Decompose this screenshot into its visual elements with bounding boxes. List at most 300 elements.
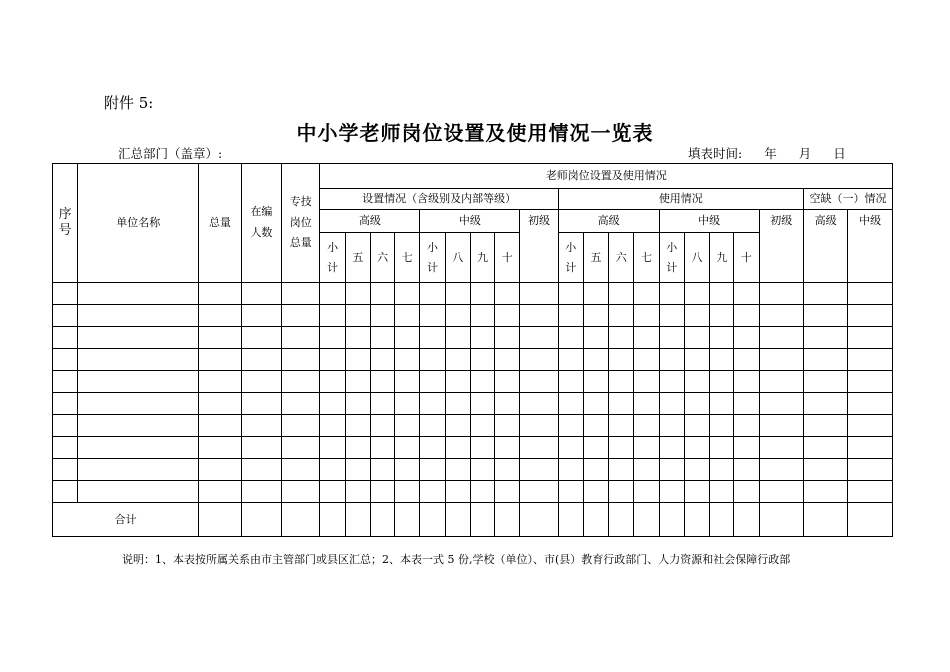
fill-time	[688, 144, 864, 162]
table-cell	[241, 349, 281, 371]
table-cell	[199, 437, 241, 459]
table-cell	[803, 327, 847, 349]
table-cell	[420, 327, 445, 349]
table-cell	[420, 459, 445, 481]
table-cell	[320, 459, 345, 481]
month-label: 月	[798, 146, 812, 161]
table-cell	[320, 349, 345, 371]
table-cell	[345, 349, 370, 371]
table-cell	[583, 283, 608, 305]
table-cell	[199, 415, 241, 437]
table-cell	[609, 481, 634, 503]
table-cell	[345, 305, 370, 327]
table-cell	[634, 349, 659, 371]
table-cell	[848, 371, 893, 393]
table-cell	[495, 437, 520, 459]
position-table	[52, 163, 893, 537]
table-cell	[659, 327, 684, 349]
table-cell	[282, 283, 320, 305]
table-cell	[609, 283, 634, 305]
table-cell	[558, 437, 583, 459]
table-cell	[759, 393, 803, 415]
table-cell	[320, 327, 345, 349]
table-cell	[470, 371, 494, 393]
header-setting: 设置情况（含级别及内部等级）	[320, 189, 558, 210]
table-cell	[684, 393, 709, 415]
table-row	[53, 327, 893, 349]
table-cell	[734, 459, 759, 481]
footnote: 说明：1、本表按所属关系由市主管部门或县区汇总；2、本表一式 5 份,学校（单位）、市(县）教育行政部门、人力资源和社会保障行政部	[122, 553, 791, 566]
table-cell	[445, 327, 470, 349]
table-cell	[684, 283, 709, 305]
table-cell	[710, 415, 734, 437]
table-cell	[420, 437, 445, 459]
setting-six: 六	[370, 233, 394, 283]
table-cell	[395, 327, 420, 349]
table-cell	[241, 393, 281, 415]
setting-senior: 高级	[320, 210, 420, 233]
setting-five: 五	[345, 233, 370, 283]
table-cell	[282, 371, 320, 393]
table-cell	[558, 393, 583, 415]
header-staff: 在编人数	[241, 164, 281, 283]
table-cell	[78, 481, 199, 503]
table-cell	[583, 305, 608, 327]
table-cell	[282, 305, 320, 327]
table-cell	[659, 437, 684, 459]
table-cell	[78, 349, 199, 371]
table-cell	[710, 305, 734, 327]
table-cell	[241, 481, 281, 503]
table-cell	[78, 415, 199, 437]
table-cell	[53, 459, 78, 481]
table-cell	[470, 349, 494, 371]
table-cell	[803, 349, 847, 371]
table-cell	[634, 481, 659, 503]
table-cell	[684, 437, 709, 459]
table-cell	[395, 459, 420, 481]
table-cell	[583, 349, 608, 371]
table-cell	[282, 349, 320, 371]
table-cell	[684, 481, 709, 503]
table-cell	[759, 481, 803, 503]
table-cell	[634, 437, 659, 459]
table-cell	[659, 459, 684, 481]
table-cell	[710, 393, 734, 415]
table-cell	[470, 415, 494, 437]
table-cell	[53, 393, 78, 415]
table-cell	[420, 393, 445, 415]
table-cell	[53, 481, 78, 503]
table-cell	[659, 415, 684, 437]
table-cell	[684, 415, 709, 437]
table-cell	[199, 459, 241, 481]
header-group-title: 老师岗位设置及使用情况	[320, 164, 893, 189]
table-cell	[609, 327, 634, 349]
table-cell	[710, 481, 734, 503]
table-cell	[659, 371, 684, 393]
table-cell	[395, 283, 420, 305]
table-cell	[445, 349, 470, 371]
table-cell	[320, 371, 345, 393]
table-cell	[848, 459, 893, 481]
table-cell	[345, 283, 370, 305]
table-cell	[345, 437, 370, 459]
usage-senior-subtotal: 小计	[558, 233, 583, 283]
usage-ten: 十	[734, 233, 759, 283]
table-cell	[609, 349, 634, 371]
table-cell	[710, 371, 734, 393]
table-cell	[583, 393, 608, 415]
table-row	[53, 349, 893, 371]
department-label: 汇总部门（盖章）:	[118, 146, 223, 161]
table-cell	[420, 481, 445, 503]
table-cell	[470, 437, 494, 459]
table-cell	[848, 481, 893, 503]
table-cell	[370, 349, 394, 371]
table-cell	[659, 349, 684, 371]
table-cell	[495, 305, 520, 327]
table-cell	[282, 393, 320, 415]
table-cell	[583, 415, 608, 437]
setting-middle: 中级	[420, 210, 520, 233]
table-cell	[803, 283, 847, 305]
table-cell	[420, 371, 445, 393]
table-cell	[445, 393, 470, 415]
table-cell	[470, 459, 494, 481]
table-cell	[420, 305, 445, 327]
table-cell	[395, 481, 420, 503]
table-cell	[282, 481, 320, 503]
table-cell	[199, 305, 241, 327]
table-cell	[470, 283, 494, 305]
setting-ten: 十	[495, 233, 520, 283]
table-cell	[734, 393, 759, 415]
table-cell	[634, 283, 659, 305]
setting-seven: 七	[395, 233, 420, 283]
table-cell	[241, 327, 281, 349]
table-cell	[734, 305, 759, 327]
table-cell	[395, 371, 420, 393]
table-cell	[78, 327, 199, 349]
header-pro-total: 专技岗位总量	[282, 164, 320, 283]
table-cell	[634, 415, 659, 437]
usage-junior: 初级	[759, 210, 803, 283]
usage-eight: 八	[684, 233, 709, 283]
table-cell	[848, 283, 893, 305]
table-cell	[495, 459, 520, 481]
table-cell	[53, 327, 78, 349]
table-cell	[53, 371, 78, 393]
table-cell	[759, 371, 803, 393]
table-cell	[420, 283, 445, 305]
table-cell	[345, 371, 370, 393]
table-cell	[684, 459, 709, 481]
table-cell	[282, 459, 320, 481]
table-cell	[558, 459, 583, 481]
table-cell	[370, 415, 394, 437]
table-cell	[583, 481, 608, 503]
table-cell	[659, 283, 684, 305]
table-cell	[520, 349, 558, 371]
table-cell	[759, 415, 803, 437]
table-cell	[520, 371, 558, 393]
table-cell	[759, 327, 803, 349]
table-cell	[395, 437, 420, 459]
table-cell	[78, 459, 199, 481]
table-cell	[684, 305, 709, 327]
table-cell	[495, 371, 520, 393]
table-cell	[558, 415, 583, 437]
table-cell	[241, 305, 281, 327]
table-cell	[848, 437, 893, 459]
table-cell	[710, 283, 734, 305]
table-cell	[848, 349, 893, 371]
header-usage: 使用情况	[558, 189, 803, 210]
table-cell	[520, 283, 558, 305]
table-cell	[759, 437, 803, 459]
fill-time-label: 填表时间:	[688, 146, 743, 161]
table-cell	[520, 415, 558, 437]
table-cell	[609, 437, 634, 459]
table-cell	[848, 393, 893, 415]
table-cell	[395, 305, 420, 327]
table-cell	[420, 349, 445, 371]
table-cell	[370, 305, 394, 327]
table-cell	[495, 327, 520, 349]
table-cell	[320, 437, 345, 459]
table-cell	[370, 459, 394, 481]
table-row	[53, 393, 893, 415]
table-cell	[759, 349, 803, 371]
table-cell	[558, 349, 583, 371]
table-cell	[370, 437, 394, 459]
table-cell	[734, 415, 759, 437]
table-cell	[634, 371, 659, 393]
table-cell	[710, 327, 734, 349]
table-cell	[520, 393, 558, 415]
table-cell	[199, 349, 241, 371]
year-label: 年	[764, 146, 777, 161]
table-cell	[609, 415, 634, 437]
table-cell	[78, 371, 199, 393]
table-cell	[78, 283, 199, 305]
table-cell	[445, 415, 470, 437]
usage-senior: 高级	[558, 210, 659, 233]
table-cell	[370, 327, 394, 349]
table-cell	[320, 305, 345, 327]
table-cell	[558, 481, 583, 503]
table-cell	[53, 415, 78, 437]
table-cell	[241, 415, 281, 437]
table-cell	[848, 305, 893, 327]
attachment-label: 附件 5:	[104, 94, 154, 112]
table-cell	[345, 327, 370, 349]
table-cell	[520, 327, 558, 349]
table-cell	[803, 305, 847, 327]
table-cell	[241, 437, 281, 459]
setting-middle-subtotal: 小计	[420, 233, 445, 283]
table-cell	[583, 437, 608, 459]
table-cell	[634, 459, 659, 481]
table-cell	[609, 371, 634, 393]
table-cell	[241, 283, 281, 305]
table-cell	[445, 437, 470, 459]
table-row	[53, 437, 893, 459]
table-cell	[78, 437, 199, 459]
table-cell	[320, 283, 345, 305]
table-cell	[53, 437, 78, 459]
table-cell	[495, 481, 520, 503]
table-cell	[734, 327, 759, 349]
setting-eight: 八	[445, 233, 470, 283]
table-cell	[609, 305, 634, 327]
table-cell	[558, 327, 583, 349]
table-cell	[395, 349, 420, 371]
setting-junior: 初级	[520, 210, 558, 283]
usage-seven: 七	[634, 233, 659, 283]
table-cell	[734, 349, 759, 371]
table-cell	[734, 481, 759, 503]
vacancy-middle: 中级	[848, 210, 893, 283]
table-cell	[803, 481, 847, 503]
setting-nine: 九	[470, 233, 494, 283]
table-cell	[282, 415, 320, 437]
table-cell	[609, 393, 634, 415]
table-cell	[495, 349, 520, 371]
table-cell	[495, 415, 520, 437]
table-cell	[558, 283, 583, 305]
table-cell	[320, 393, 345, 415]
table-cell	[345, 481, 370, 503]
table-cell	[583, 459, 608, 481]
table-cell	[320, 415, 345, 437]
table-cell	[53, 283, 78, 305]
table-cell	[803, 415, 847, 437]
table-row	[53, 459, 893, 481]
usage-nine: 九	[710, 233, 734, 283]
table-cell	[370, 371, 394, 393]
day-label: 日	[833, 146, 846, 161]
table-cell	[634, 327, 659, 349]
table-cell	[520, 459, 558, 481]
table-cell	[345, 393, 370, 415]
table-cell	[345, 415, 370, 437]
table-cell	[803, 437, 847, 459]
table-cell	[520, 481, 558, 503]
table-cell	[199, 481, 241, 503]
header-seq: 序号	[53, 164, 78, 283]
header-vacancy: 空缺（一）情况	[803, 189, 892, 210]
table-cell	[420, 415, 445, 437]
table-cell	[803, 393, 847, 415]
table-cell	[370, 481, 394, 503]
table-cell	[659, 393, 684, 415]
table-cell	[199, 327, 241, 349]
table-row	[53, 371, 893, 393]
table-cell	[445, 459, 470, 481]
table-cell	[445, 283, 470, 305]
table-cell	[759, 305, 803, 327]
table-cell	[470, 327, 494, 349]
usage-middle-subtotal: 小计	[659, 233, 684, 283]
table-cell	[345, 459, 370, 481]
table-cell	[370, 283, 394, 305]
table-cell	[495, 393, 520, 415]
table-cell	[803, 459, 847, 481]
setting-senior-subtotal: 小计	[320, 233, 345, 283]
table-cell	[848, 327, 893, 349]
table-cell	[241, 371, 281, 393]
table-cell	[848, 415, 893, 437]
table-cell	[470, 393, 494, 415]
table-cell	[710, 437, 734, 459]
total-row-label: 合计	[53, 503, 199, 537]
table-cell	[659, 305, 684, 327]
table-cell	[320, 481, 345, 503]
table-cell	[445, 481, 470, 503]
usage-six: 六	[609, 233, 634, 283]
table-cell	[241, 459, 281, 481]
table-cell	[495, 283, 520, 305]
table-cell	[759, 459, 803, 481]
table-cell	[634, 393, 659, 415]
table-cell	[684, 349, 709, 371]
table-cell	[759, 283, 803, 305]
table-cell	[710, 349, 734, 371]
table-cell	[78, 305, 199, 327]
table-cell	[803, 371, 847, 393]
table-cell	[634, 305, 659, 327]
table-cell	[445, 305, 470, 327]
table-cell	[53, 349, 78, 371]
table-cell	[684, 327, 709, 349]
table-row	[53, 305, 893, 327]
header-total: 总量	[199, 164, 241, 283]
vacancy-senior: 高级	[803, 210, 847, 283]
table-cell	[558, 305, 583, 327]
table-cell	[199, 283, 241, 305]
table-cell	[609, 459, 634, 481]
header-unit-name: 单位名称	[78, 164, 199, 283]
table-cell	[583, 371, 608, 393]
table-cell	[445, 371, 470, 393]
table-cell	[520, 305, 558, 327]
table-cell	[470, 305, 494, 327]
table-cell	[282, 437, 320, 459]
usage-five: 五	[583, 233, 608, 283]
table-cell	[659, 481, 684, 503]
table-cell	[370, 393, 394, 415]
table-row	[53, 283, 893, 305]
table-cell	[282, 327, 320, 349]
table-cell	[558, 371, 583, 393]
table-cell	[583, 327, 608, 349]
table-cell	[199, 371, 241, 393]
usage-middle: 中级	[659, 210, 759, 233]
table-cell	[470, 481, 494, 503]
table-cell	[395, 415, 420, 437]
page-title: 中小学老师岗位设置及使用情况一览表	[296, 121, 654, 145]
table-cell	[734, 283, 759, 305]
table-cell	[734, 437, 759, 459]
table-cell	[78, 393, 199, 415]
table-cell	[684, 371, 709, 393]
table-cell	[734, 371, 759, 393]
table-cell	[710, 459, 734, 481]
table-row	[53, 415, 893, 437]
table-row	[53, 481, 893, 503]
